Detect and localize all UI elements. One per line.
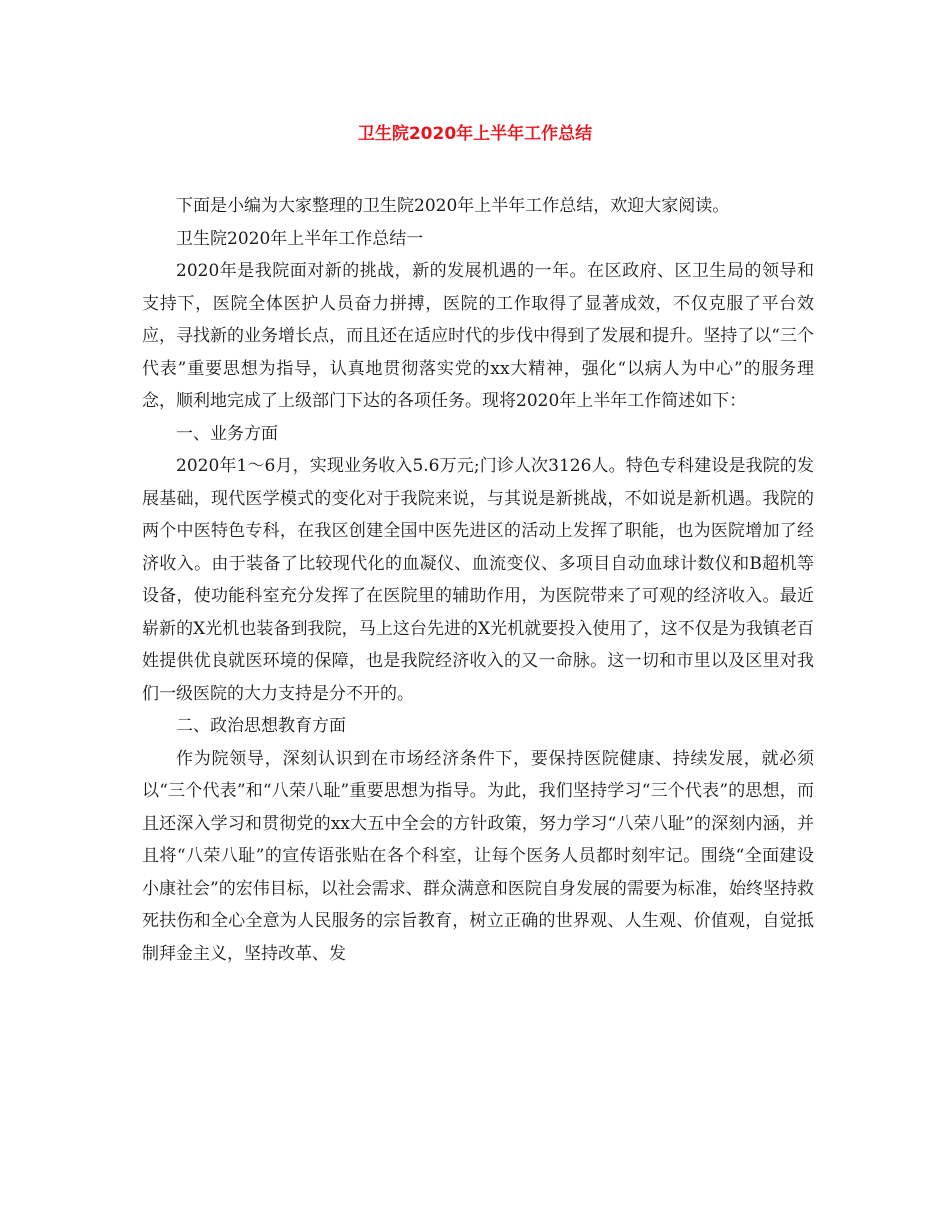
section-heading-business: 一、业务方面 (176, 423, 278, 444)
overview-paragraph: 2020年是我院面对新的挑战，新的发展机遇的一年。在区政府、区卫生局的领导和支持下，医院全体医护人员奋力拼搏，医院的工作取得了显著成效，不仅克服了平台效应，寻找新的业务增长点，而且还在适应时代的步伐中得到了发展和提升。坚持了以“三个代表”重要思想为指导，认真地贯彻落实党的xx大精神，强化“以病人为中心”的服务理念，顺利地完成了上级部门下达的各项任务。现将2020年上半年工作简述如下： (142, 261, 814, 411)
political-education-paragraph: 作为院领导，深刻认识到在市场经济条件下，要保持医院健康、持续发展，就必须以“三个代表”和“八荣八耻”重要思想为指导。为此，我们坚持学习“三个代表”的思想，而且还深入学习和贯彻党的xx大五中全会的方针政策，努力学习“八荣八耻”的深刻内涵，并且将“八荣八耻”的宣传语张贴在各个科室，让每个医务人员都时刻牢记。围绕“全面建设小康社会”的宏伟目标，以社会需求、群众满意和医院自身发展的需要为标准，始终坚持救死扶伤和全心全意为人民服务的宗旨教育，树立正确的世界观、人生观、价值观，自觉抵制拜金主义，坚持改革、发 (142, 748, 814, 964)
document-body (142, 190, 814, 970)
document-title: 卫生院2020年上半年工作总结 (357, 124, 593, 144)
intro-paragraph: 下面是小编为大家整理的卫生院2020年上半年工作总结，欢迎大家阅读。 (176, 196, 730, 216)
business-paragraph: 2020年1～6月，实现业务收入5.6万元;门诊人次3126人。特色专科建设是我院的发展基础，现代医学模式的变化对于我院来说，与其说是新挑战，不如说是新机遇。我院的两个中医特色专科，在我区创建全国中医先进区的活动上发挥了职能，也为医院增加了经济收入。由于装备了比较现代化的血凝仪、血流变仪、多项目自动血球计数仪和B超机等设备，使功能科室充分发挥了在医院里的辅助作用，为医院带来了可观的经济收入。最近崭新的X光机也装备到我院，马上这台先进的X光机就要投入使用了，这不仅是为我镇老百姓提供优良就医环境的保障，也是我院经济收入的又一命脉。这一切和市里以及区里对我们一级医院的大力支持是分不开的。 (142, 456, 814, 704)
section-heading-political-education: 二、政治思想教育方面 (176, 716, 346, 736)
section-heading-summary-one: 卫生院2020年上半年工作总结一 (176, 228, 424, 249)
